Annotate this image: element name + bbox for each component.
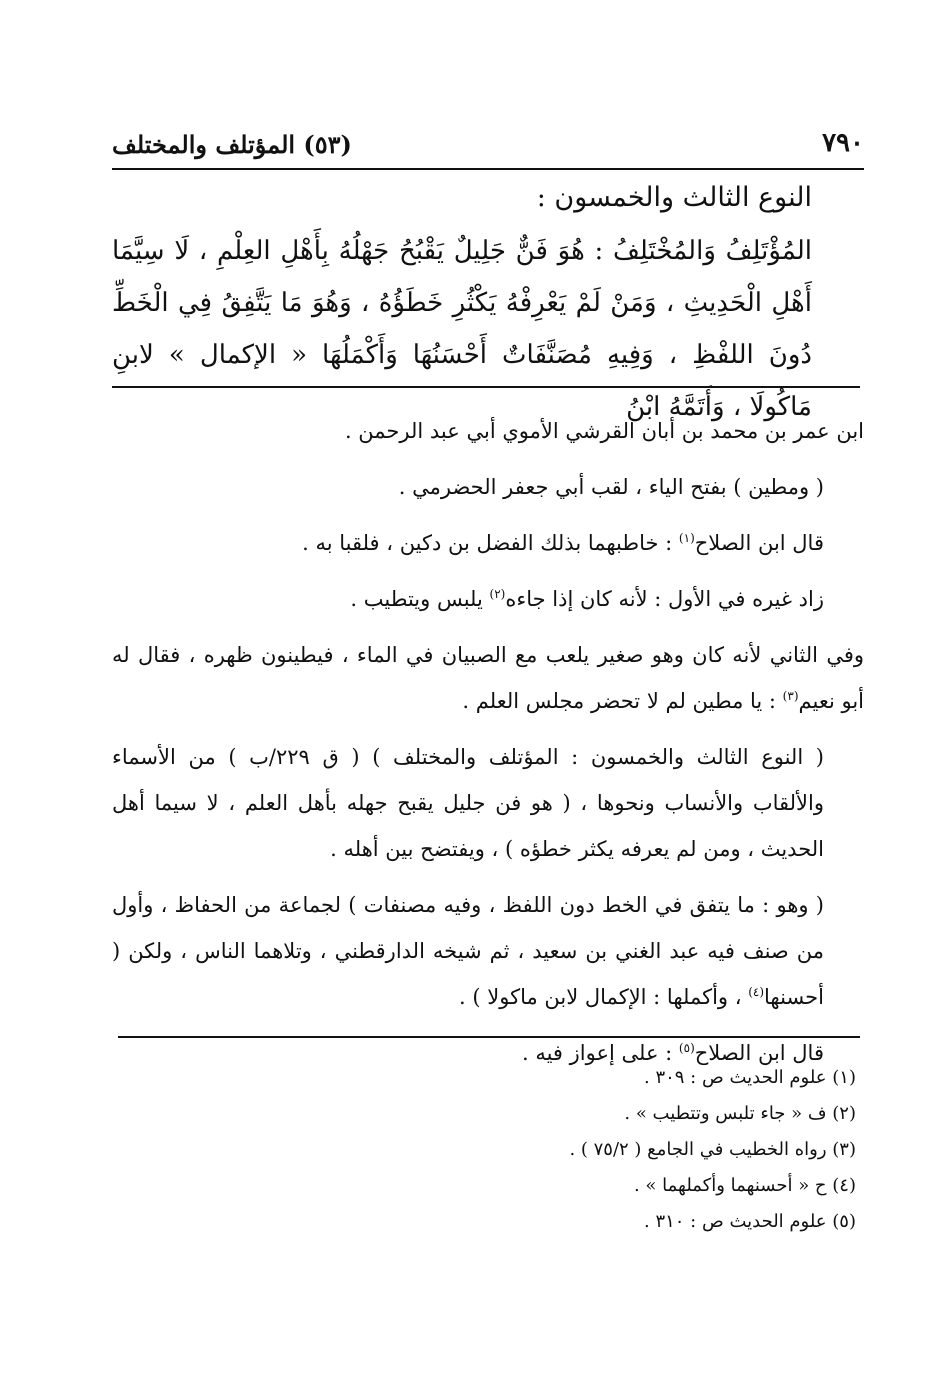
footnote-marker[interactable]: (٥): [678, 1041, 695, 1055]
paragraph-text: ( ومطين ) بفتح الياء ، لقب أبي جعفر الحضرمي .: [398, 475, 824, 499]
paragraph-text: قال ابن الصلاح: [694, 531, 824, 555]
page-number: ٧٩٠: [822, 128, 864, 158]
footnotes-block: [112, 1060, 860, 1240]
matn-body: المُؤْتَلِفُ وَالمُخْتَلِفُ : هُوَ فَنٌّ جَلِيلٌ يَقْبُحُ جَهْلُهُ بِأَهْلِ العِلْمِ ، لَا سِيَّمَا أَهْلِ الْحَدِيثِ ، وَمَنْ لَمْ يَعْرِفْهُ يَكْثُرِ خَطَؤُهُ ، وَهُوَ مَا يَتَّفِقُ فِي الْخَطِّ دُونَ اللفْظِ ، وَفِيهِ مُصَنَّفَاتٌ أَحْسَنُهَا وَأَكْمَلُهَا « الإكمال » لابنِ مَاكُولَا ، وَأَتَمَّهُ ابْنُ: [112, 236, 812, 422]
paragraph-text: : يا مطين لم لا تحضر مجلس العلم .: [462, 689, 783, 713]
chapter-title: (٥٣) المؤتلف والمختلف: [112, 130, 352, 159]
matn-divider: [112, 386, 860, 388]
footnote-marker[interactable]: (٣): [782, 689, 799, 703]
commentary-paragraph: [112, 632, 864, 724]
paragraph-text: : خاطبهما بذلك الفضل بن دكين ، فلقبا به .: [302, 531, 679, 555]
commentary-paragraph: [112, 464, 864, 510]
paragraph-text: زاد غيره في الأول : لأنه كان إذا جاءه: [505, 587, 824, 611]
footnote-item: (٥) علوم الحديث ص : ٣١٠ .: [643, 1211, 856, 1232]
paragraph-text: ( وهو : ما يتفق في الخط دون اللفظ ، وفيه مصنفات ) لجماعة من الحفاظ ، وأول من صنف فيه عبد الغني بن سعيد ، ثم شيخه الدارقطني ، وتلاهما الناس ، ولكن ( أحسنها: [112, 893, 824, 1009]
paragraph-text: ( النوع الثالث والخمسون : المؤتلف والمختلف ) ( ق ٢٢٩/ب ) من الأسماء والألقاب والأنساب ونحوها ، ( هو فن جليل يقبح جهله بأهل العلم ، لا سيما أهل الحديث ، ومن لم يعرفه يكثر خطؤه ) ، ويفتضح بين أهله .: [112, 745, 824, 861]
footnote-item: (٢) ف « جاء تلبس وتتطيب » .: [624, 1103, 856, 1124]
footnote-item: (٤) ح « أحسنهما وأكملهما » .: [633, 1175, 856, 1196]
running-header: [112, 118, 864, 170]
commentary-paragraph: [112, 882, 864, 1020]
footnote-item: (٣) رواه الخطيب في الجامع ( ٧٥/٢ ) .: [569, 1139, 856, 1160]
paragraph-text: ، وأكملها : الإكمال لابن ماكولا ) .: [459, 985, 749, 1009]
paragraph-text: : على إعواز فيه .: [521, 1041, 679, 1065]
footnote-divider: [118, 1036, 860, 1038]
paragraph-text: ابن عمر بن محمد بن أبان القرشي الأموي أبي عبد الرحمن .: [344, 419, 864, 443]
footnote-marker[interactable]: (٢): [489, 587, 506, 601]
commentary-paragraph: [112, 520, 864, 566]
commentary-paragraph: [112, 576, 864, 622]
matn-text-block: [112, 176, 812, 433]
commentary-block: [112, 408, 864, 1086]
footnote-marker[interactable]: (٤): [748, 985, 765, 999]
paragraph-text: وفي الثاني لأنه كان وهو صغير يلعب مع الصبيان في الماء ، فيطينون ظهره ، فقال له أبو نعيم: [112, 643, 864, 713]
paragraph-text: يلبس ويتطيب .: [350, 587, 490, 611]
commentary-paragraph: [112, 408, 864, 454]
paragraph-text: قال ابن الصلاح: [694, 1041, 824, 1065]
footnote-item: (١) علوم الحديث ص : ٣٠٩ .: [643, 1067, 856, 1088]
commentary-paragraph: [112, 734, 864, 872]
matn-heading: النوع الثالث والخمسون :: [536, 182, 812, 213]
footnote-marker[interactable]: (١): [678, 531, 695, 545]
